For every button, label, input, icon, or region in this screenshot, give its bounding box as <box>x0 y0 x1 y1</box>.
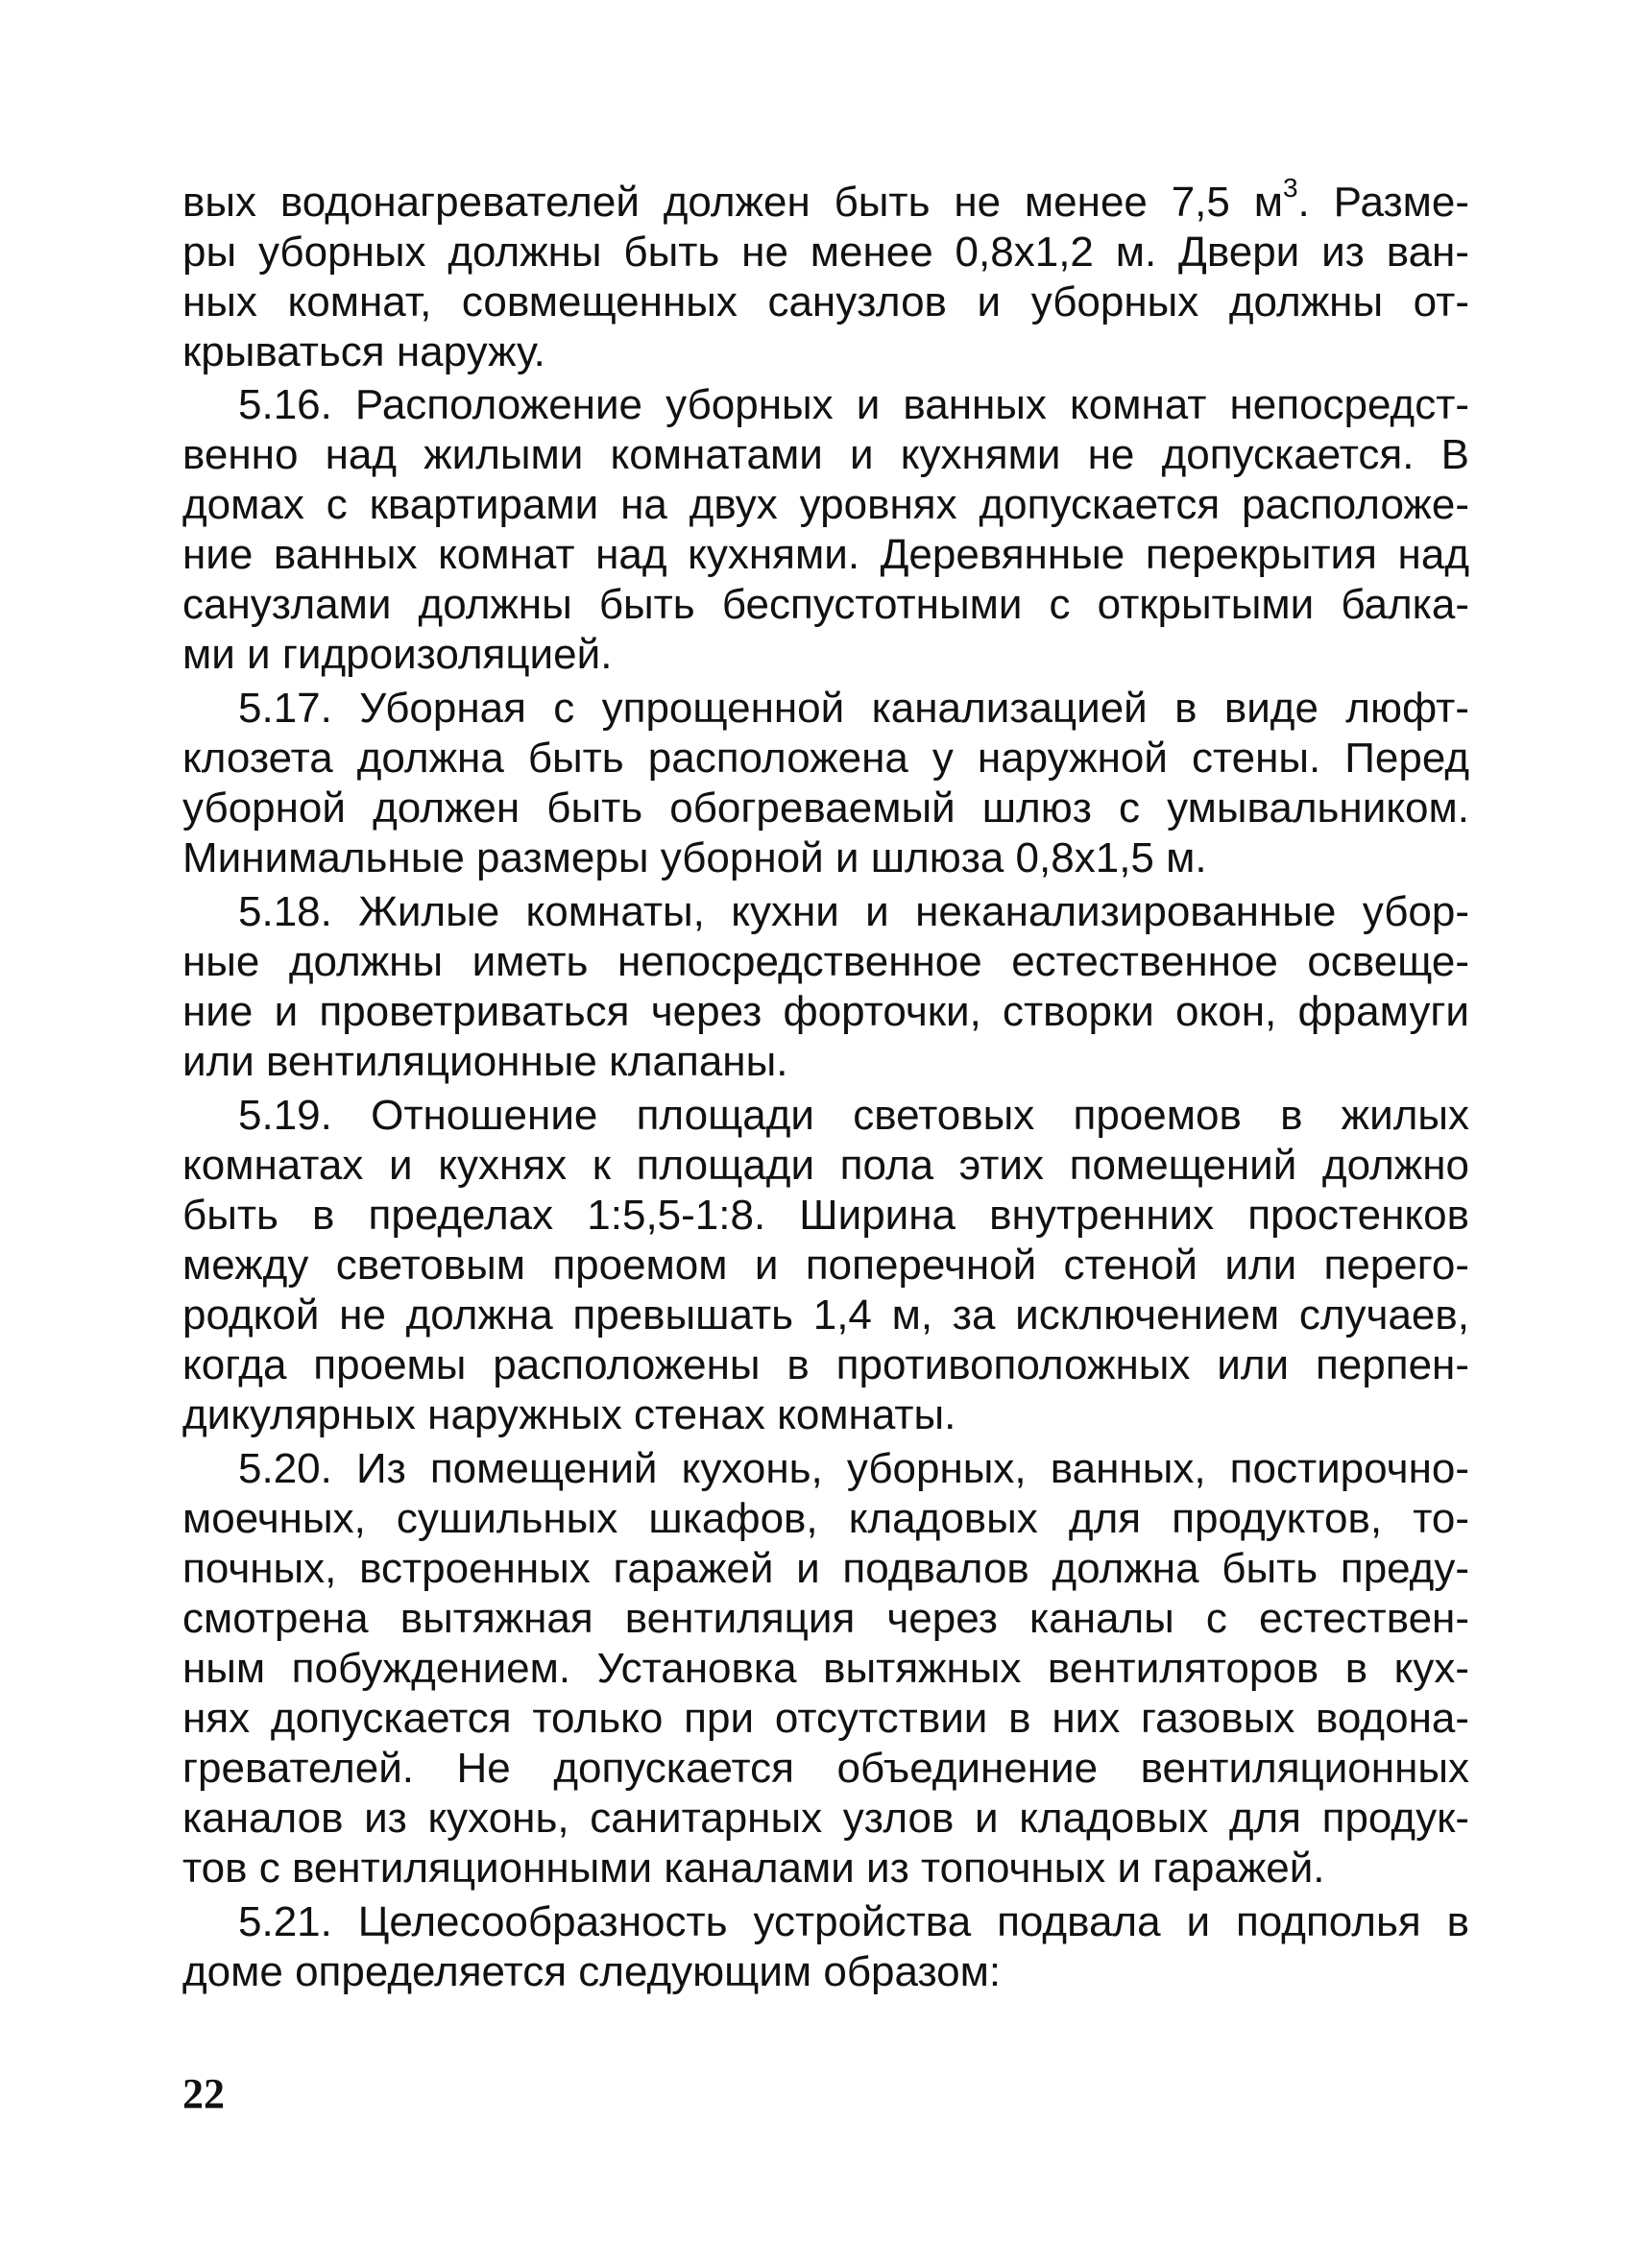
text-line-2: ры уборных должны быть не менее 0,8х1,2 м. Двери из ван- <box>182 229 1469 276</box>
text-line-7: домах с квартирами на двух уровнях допускается расположе- <box>182 481 1469 528</box>
text-line-35: 5.21. Целесообразность устройства подвала и подполья в <box>238 1898 1469 1945</box>
text-line-34: тов с вентиляционными каналами из топочных и гаражей. <box>182 1845 1325 1892</box>
text-line-8: ние ванных комнат над кухнями. Деревянные перекрытия над <box>182 531 1469 578</box>
text-line-1-main: вых водонагревателей должен быть не менее 7,5 м <box>182 179 1283 226</box>
text-line-4: крываться наружу. <box>182 328 545 375</box>
text-line-1 <box>182 173 1469 228</box>
text-line-13: уборной должен быть обогреваемый шлюз с умывальником. <box>182 784 1469 832</box>
text-line-1-tail: . Разме- <box>1297 179 1469 226</box>
text-line-36: доме определяется следующим образом: <box>182 1948 1002 1995</box>
text-line-20: комнатах и кухнях к площади пола этих помещений должно <box>182 1142 1469 1189</box>
text-line-32: гревателей. Не допускается объединение вентиляционных <box>182 1745 1469 1792</box>
text-line-19: 5.19. Отношение площади световых проемов в жилых <box>238 1092 1469 1139</box>
text-line-6: венно над жилыми комнатами и кухнями не допускается. В <box>182 431 1469 478</box>
text-line-9: санузлами должны быть беспустотными с открытыми балка- <box>182 581 1469 628</box>
text-line-10: ми и гидроизоляцией. <box>182 631 613 678</box>
text-line-30: ным побуждением. Установка вытяжных вентиляторов в кух- <box>182 1645 1469 1692</box>
text-line-21: быть в пределах 1:5,5-1:8. Ширина внутренних простенков <box>182 1192 1469 1239</box>
text-line-29: смотрена вытяжная вентиляция через каналы с естествен- <box>182 1595 1469 1642</box>
text-line-25: дикулярных наружных стенах комнаты. <box>182 1391 956 1438</box>
page-number: 22 <box>182 2070 225 2117</box>
text-line-11: 5.17. Уборная с упрощенной канализацией в виде люфт- <box>238 685 1469 732</box>
text-line-3: ных комнат, совмещенных санузлов и уборных должны от- <box>182 278 1469 326</box>
text-line-18: или вентиляционные клапаны. <box>182 1038 788 1085</box>
text-line-33: каналов из кухонь, санитарных узлов и кладовых для продук- <box>182 1795 1469 1842</box>
text-line-28: почных, встроенных гаражей и подвалов должна быть преду- <box>182 1545 1469 1592</box>
text-line-17: ние и проветриваться через форточки, створки окон, фрамуги <box>182 988 1469 1035</box>
text-line-23: родкой не должна превышать 1,4 м, за исключением случаев, <box>182 1291 1469 1339</box>
text-line-24: когда проемы расположены в противоположных или перпен- <box>182 1341 1469 1388</box>
superscript-cubic: 3 <box>1282 173 1298 204</box>
text-line-31: нях допускается только при отсутствии в них газовых водона- <box>182 1695 1469 1742</box>
text-line-26: 5.20. Из помещений кухонь, уборных, ванных, постирочно- <box>238 1445 1469 1492</box>
text-line-22: между световым проемом и поперечной стеной или перего- <box>182 1242 1469 1289</box>
text-line-14: Минимальные размеры уборной и шлюза 0,8х1,5 м. <box>182 834 1207 881</box>
text-line-16: ные должны иметь непосредственное естественное освеще- <box>182 938 1469 985</box>
text-line-27: моечных, сушильных шкафов, кладовых для продуктов, то- <box>182 1495 1469 1542</box>
text-line-5: 5.16. Расположение уборных и ванных комнат непосредст- <box>238 381 1469 428</box>
text-line-12: клозета должна быть расположена у наружной стены. Перед <box>182 735 1469 782</box>
text-line-15: 5.18. Жилые комнаты, кухни и неканализированные убор- <box>238 888 1469 935</box>
